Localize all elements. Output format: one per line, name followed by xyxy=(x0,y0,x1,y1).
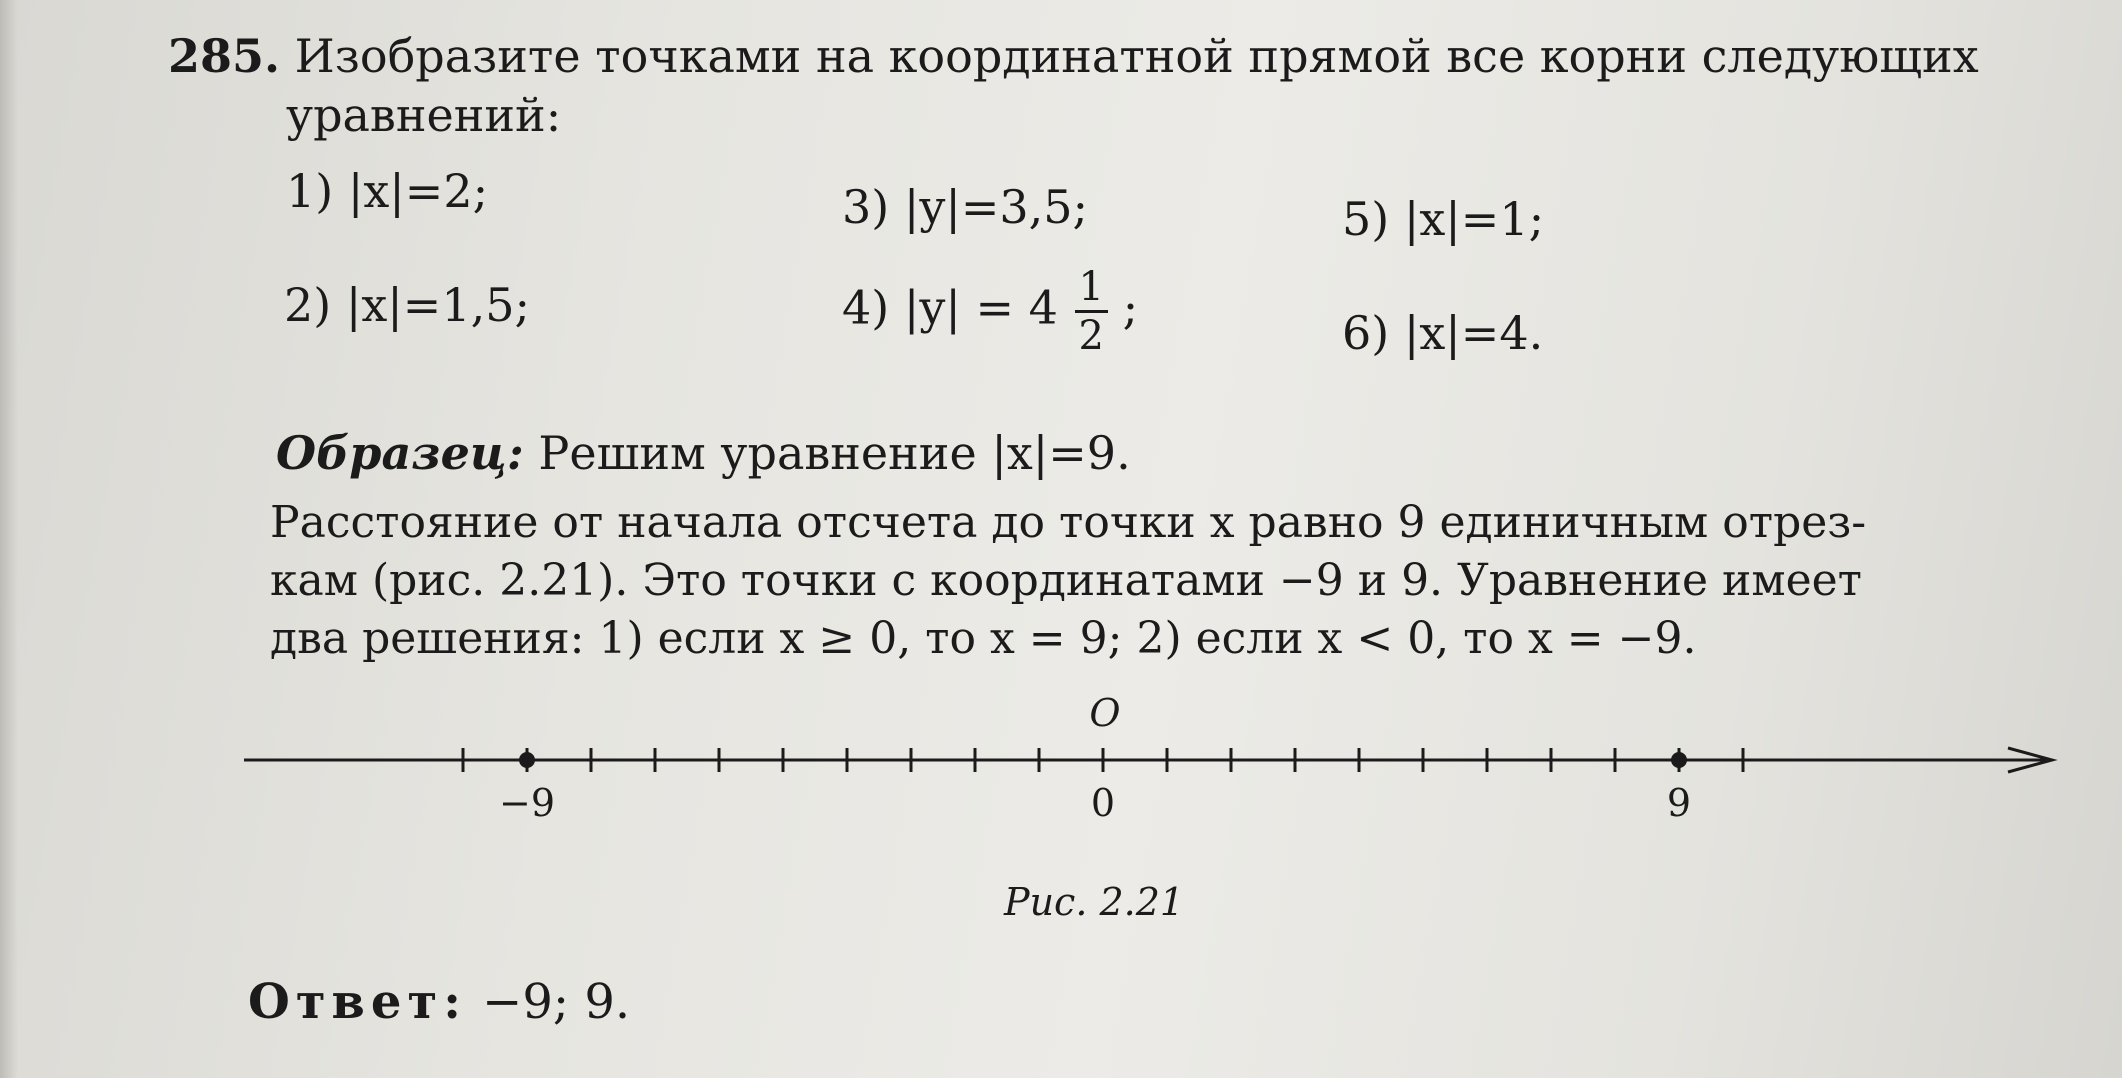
tick-label: 0 xyxy=(1090,781,1116,825)
fraction-numerator: 1 xyxy=(1075,264,1108,313)
answer-label: Ответ: xyxy=(248,974,467,1030)
problem-text-line2: уравнений: xyxy=(286,88,562,142)
marked-point xyxy=(519,752,535,768)
figure-caption: Рис. 2.21 xyxy=(1004,880,1185,924)
equation-4-suffix: ; xyxy=(1122,280,1139,335)
sample-label: Образец: xyxy=(276,426,524,480)
answer-value: −9; 9. xyxy=(466,974,631,1030)
paragraph-line: Расстояние от начала отсчета до точки x равно 9 единичным отрез- xyxy=(270,497,1867,548)
problem-number: 285. xyxy=(168,29,281,83)
paragraph-line: кам (рис. 2.21). Это точки с координатами −9 и 9. Уравнение имеет xyxy=(270,555,1863,606)
equation-3: 3) |y|=3,5; xyxy=(842,180,1089,234)
equation-1: 1) |x|=2; xyxy=(286,164,489,218)
fraction-denominator: 2 xyxy=(1078,313,1104,359)
origin-label: O xyxy=(1089,691,1121,735)
problem-text-line1: Изобразите точками на координатной прямой все корни следующих xyxy=(294,29,1979,83)
equation-6: 6) |x|=4. xyxy=(1342,306,1544,360)
sample-text: Решим уравнение |x|=9. xyxy=(523,426,1131,480)
tick-label: 9 xyxy=(1666,781,1692,825)
tick-label: −9 xyxy=(498,781,556,825)
equation-4-text: 4) |y| = 4 xyxy=(842,280,1058,335)
paragraph-line: два решения: 1) если x ≥ 0, то x = 9; 2) если x < 0, то x = −9. xyxy=(270,613,1697,664)
equation-5: 5) |x|=1; xyxy=(1342,192,1545,246)
answer xyxy=(248,974,630,1030)
equation-2: 2) |x|=1,5; xyxy=(284,278,530,332)
marked-point xyxy=(1671,752,1687,768)
